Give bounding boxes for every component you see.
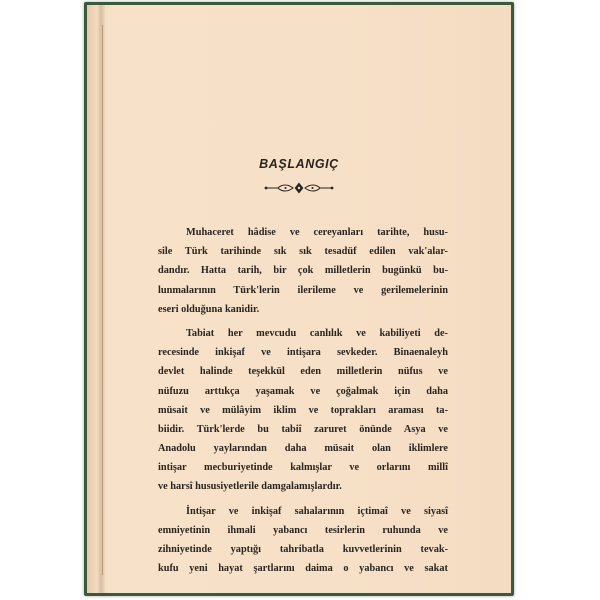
text-line: biidir. Türk'lerde bu tabiî zaruret önünde Asya ve xyxy=(158,423,448,435)
body-text xyxy=(158,223,448,578)
text-line: lunmalarının Türk'lerin ilerileme ve gerilemelerinin xyxy=(158,284,448,296)
chapter-heading: BAŞLANGIÇ xyxy=(259,157,339,171)
paragraph-2 xyxy=(158,324,448,497)
text-line: devlet halinde teşekkül eden milletlerin nüfus ve xyxy=(158,366,448,378)
text-line: emniyetinin ihmali yabancı tesirlerin ruhunda ve xyxy=(158,524,448,536)
paragraph-1 xyxy=(158,223,448,319)
text-line: kufu yeni hayat şartlarını daima o yabancı ve sakat xyxy=(158,563,448,575)
text-line: nüfuzu arttıkça yaşamak ve çoğalmak için daha xyxy=(158,385,448,397)
text-line: dandır. Hatta tarih, bir çok milletlerin bugünkü bu- xyxy=(158,265,448,277)
text-line: intişar mecburiyetinde kalmışlar ve orlarını millî xyxy=(158,462,448,474)
text-line: Tabiat her mevcudu canlılık ve kabiliyeti de- xyxy=(186,327,448,339)
text-line: sile Türk tarihinde sık sık tesadüf edilen vak'alar- xyxy=(158,246,448,258)
text-line: Muhaceret hâdise ve cereyanları tarihte, husu- xyxy=(186,227,448,238)
text-line: İntişar ve inkişaf sahalarının içtimaî ve siyasî xyxy=(186,505,448,517)
paragraph-3 xyxy=(158,502,448,579)
text-line: recesinde inkişaf ve intişara sevkeder. Binaenaleyh xyxy=(158,347,448,359)
ornamental-divider-icon xyxy=(264,181,334,195)
page-gutter-crease xyxy=(102,25,103,575)
page-sheet xyxy=(87,5,511,593)
text-line: ve harsî hususiyetlerile damgalamışlardır. xyxy=(158,481,342,493)
text-line: zihniyetinde yaptığı tahribatla kuvvetlerinin tevak- xyxy=(158,544,448,555)
text-line: Anadolu yaylarından daha müsait olan iklimlere xyxy=(158,443,448,455)
text-line: müsait ve mülâyim iklim ve toprakları araması ta- xyxy=(158,404,448,416)
text-line: eseri olduğuna kanidir. xyxy=(158,303,260,315)
page-gutter-shadow xyxy=(97,5,105,593)
